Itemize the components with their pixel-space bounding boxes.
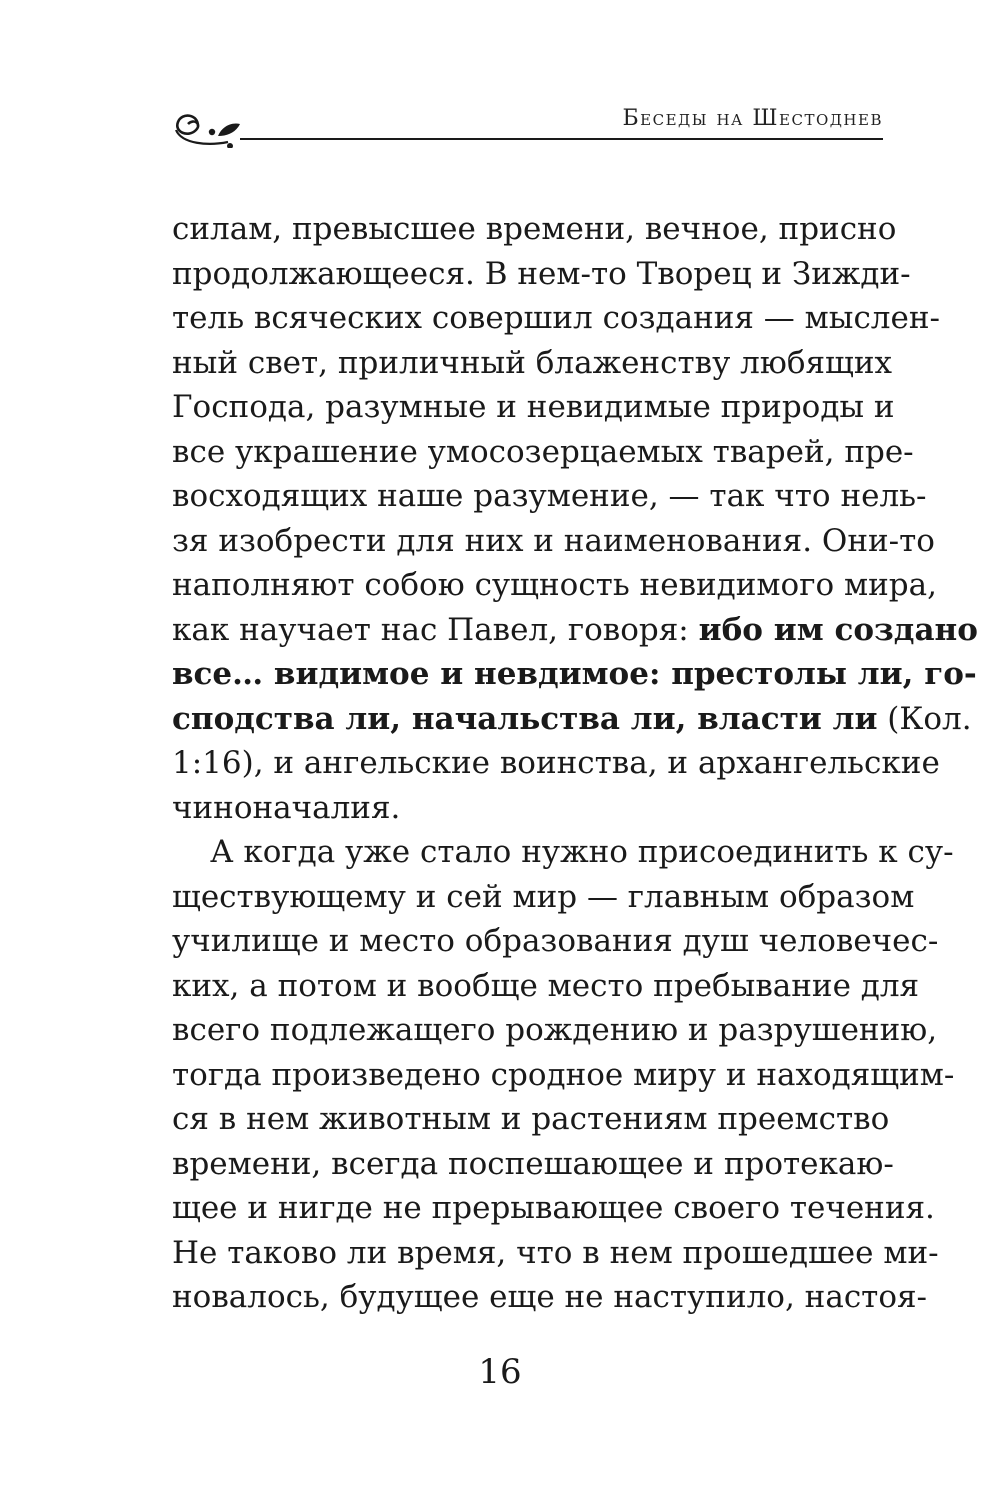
flourish-ornament-icon (168, 100, 248, 148)
text-line: ся в нем животным и растениям преемство (172, 1101, 890, 1137)
scripture-quote: все… видимое и невдимое: престолы ли, го- (172, 656, 977, 692)
running-header (168, 92, 883, 152)
text-line: щее и нигде не прерывающее своего течения. (172, 1190, 935, 1226)
scripture-reference: (Кол. (877, 700, 972, 737)
text-line (172, 697, 972, 742)
text-line: тель всяческих совершил создания — мыслен- (172, 300, 940, 336)
text-line: продолжающееся. В нем-то Творец и Зижди- (172, 255, 911, 292)
text-line: все украшение умосозерцаемых тварей, пре- (172, 433, 914, 470)
text-line: ких, а потом и вообще место пребывание для (172, 967, 920, 1004)
text-line: силам, превысшее времени, вечное, присно (172, 211, 897, 247)
text-line: А когда уже стало нужно присоединить к су- (210, 834, 954, 870)
header-rule (240, 138, 883, 140)
text-line (172, 652, 977, 697)
body-text (172, 207, 978, 1320)
scripture-quote: сподства ли, начальства ли, власти ли (172, 700, 878, 737)
scripture-quote: ибо им создано (698, 611, 978, 648)
text-line: восходящих наше разумение, — так что нель- (172, 478, 927, 514)
text-line: всего подлежащего рождению и разрушению, (172, 1012, 938, 1048)
text-run: как научает нас Павел, говоря: (172, 611, 699, 648)
text-line (172, 608, 978, 653)
running-title: Беседы на Шестоднев (622, 106, 883, 131)
text-line: времени, всегда поспешающее и протекаю- (172, 1145, 894, 1182)
text-line: чиноначалия. (172, 789, 401, 826)
text-line: училище и место образования душ человечес- (172, 923, 939, 959)
text-line: ществующему и сей мир — главным образом (172, 878, 915, 915)
text-line: наполняют собою сущность невидимого мира, (172, 567, 937, 603)
text-line: Господа, разумные и невидимые природы и (172, 389, 895, 425)
text-line: зя изобрести для них и наименования. Они-то (172, 522, 935, 559)
text-line: ный свет, приличный блаженству любящих (172, 344, 893, 381)
page-number: 16 (478, 1352, 522, 1392)
text-line: тогда произведено сродное миру и находящим- (172, 1056, 955, 1093)
text-line: Не таково ли время, что в нем прошедшее ми- (172, 1234, 939, 1271)
text-line: 1:16), и ангельские воинства, и архангельские (172, 745, 940, 781)
text-line: новалось, будущее еще не наступило, настоя- (172, 1279, 928, 1315)
